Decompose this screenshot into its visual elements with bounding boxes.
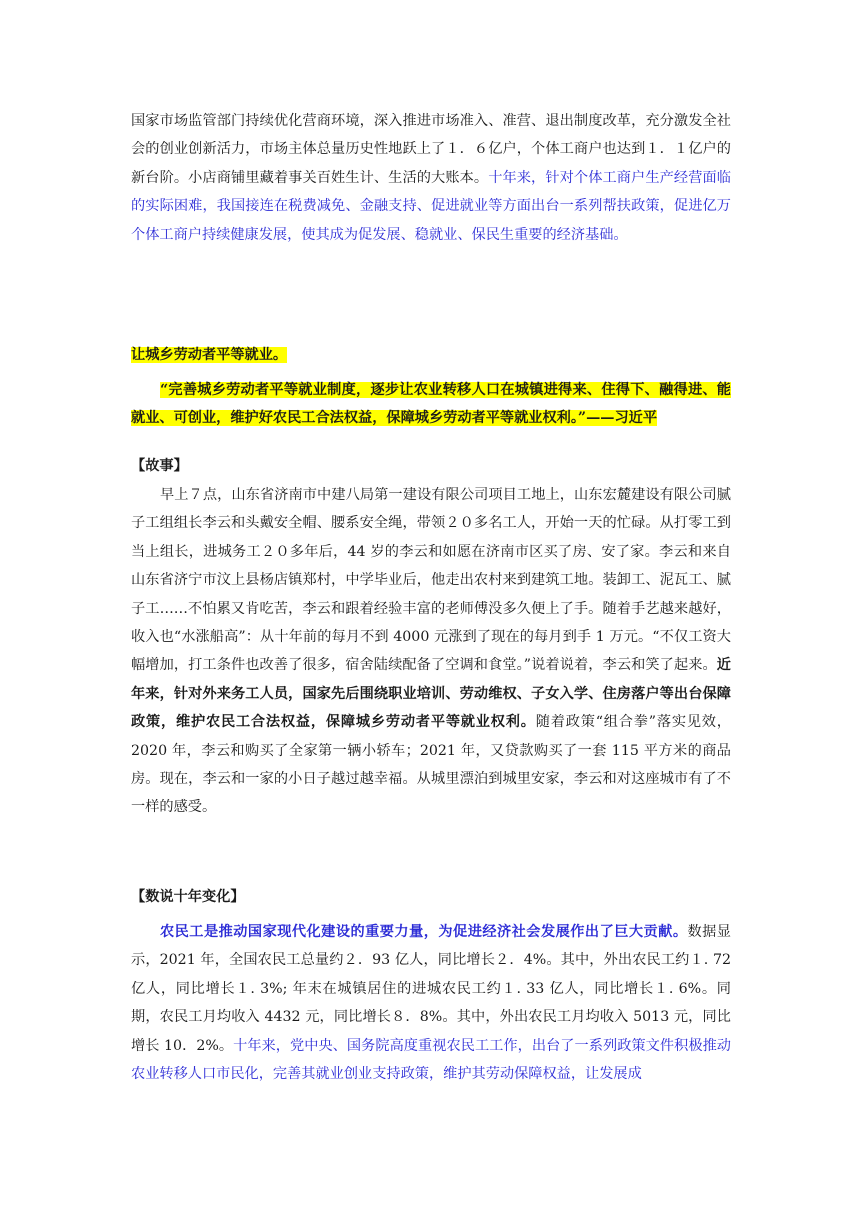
section-title-line xyxy=(131,341,731,369)
intro-highlight-text: 十年来，针对个体工商户生产经营面临的实际困难，我国接连在税费减免、金融支持、促进就业等方面出台一系列帮扶政策，促进亿万个体工商户持续健康发展，使其成为促发展、稳就业、保民生重要的经济基础。 xyxy=(131,169,731,243)
intro-text: 国家市场监管部门持续优化营商环境，深入推进市场准入、准营、退出制度改革，充分激发全社会的创业创新活力，市场主体总量历史性地跃上了１．６亿户，个体工商户也达到１．１亿户的新台阶。小店商铺里藏着事关百姓生计、生活的大账本。 xyxy=(131,113,731,186)
story-bold-text: 近年来，针对外来务工人员，国家先后围绕职业培训、劳动维权、子女入学、住房落户等出台保障政策，维护农民工合法权益，保障城乡劳动者平等就业权利。 xyxy=(131,657,731,731)
stats-data-text: 数据显示，2021 年，全国农民工总量约２．93 亿人，同比增长２．4%。其中，外出农民工约１. 72 亿人，同比增长１. 3%; 年末在城镇居住的进城农民工约１. 33 亿人，同比增长１. 6%。同期，农民工月均收入 4432 元，同比增长８．8%。其中，外出农民工月均收入 5013 元，同比增长 10．2%。 xyxy=(131,924,731,1054)
stats-heading: 【数说十年变化】 xyxy=(131,889,245,905)
quote-text: “完善城乡劳动者平等就业制度，逐步让农业转移人口在城镇进得来、住得下、融得进、能就业、可创业，维护好农民工合法权益，保障城乡劳动者平等就业权利。”——习近平 xyxy=(131,382,731,427)
quote-paragraph xyxy=(131,376,731,433)
stats-lead-text: 农民工是推动国家现代化建设的重要力量，为促进经济社会发展作出了巨大贡献。 xyxy=(160,924,688,940)
stats-paragraph xyxy=(131,918,731,1088)
intro-paragraph xyxy=(131,107,731,249)
story-text-1: 早上７点，山东省济南市中建八局第一建设有限公司项目工地上，山东宏麓建设有限公司腻子工组组长李云和头戴安全帽、腰系安全绳，带领２０多名工人，开始一天的忙碌。从打零工到当上组长，进城务工２０多年后，44 岁的李云和如愿在济南市区买了房、安了家。李云和来自山东省济宁市汶上县杨店镇郑村，中学毕业后，他走出农村来到建筑工地。装卸工、泥瓦工、腻子工……不怕累又肯吃苦，李云和跟着经验丰富的老师傅没多久便上了手。随着手艺越来越好，收入也“水涨船高”：从十年前的每月不到 4000 元涨到了现在的每月到手 1 万元。“不仅工资大幅增加，打工条件也改善了很多，宿舍陆续配备了空调和食堂。”说着说着，李云和笑了起来。 xyxy=(131,487,731,674)
story-paragraph xyxy=(131,481,731,822)
stats-policy-text: 十年来，党中央、国务院高度重视农民工工作，出台了一系列政策文件积极推动农业转移人口市民化，完善其就业创业支持政策，维护其劳动保障权益，让发展成 xyxy=(131,1037,731,1083)
story-heading: 【故事】 xyxy=(131,458,188,474)
story-text-2: 随着政策“组合拳”落实见效，2020 年，李云和购买了全家第一辆小轿车；2021 年，又贷款购买了一套 115 平方米的商品房。现在，李云和一家的小日子越过越幸福。从城里漂泊到城里安家，李云和对这座城市有了不一样的感受。 xyxy=(131,714,731,816)
section-title: 让城乡劳动者平等就业。 xyxy=(131,347,288,363)
